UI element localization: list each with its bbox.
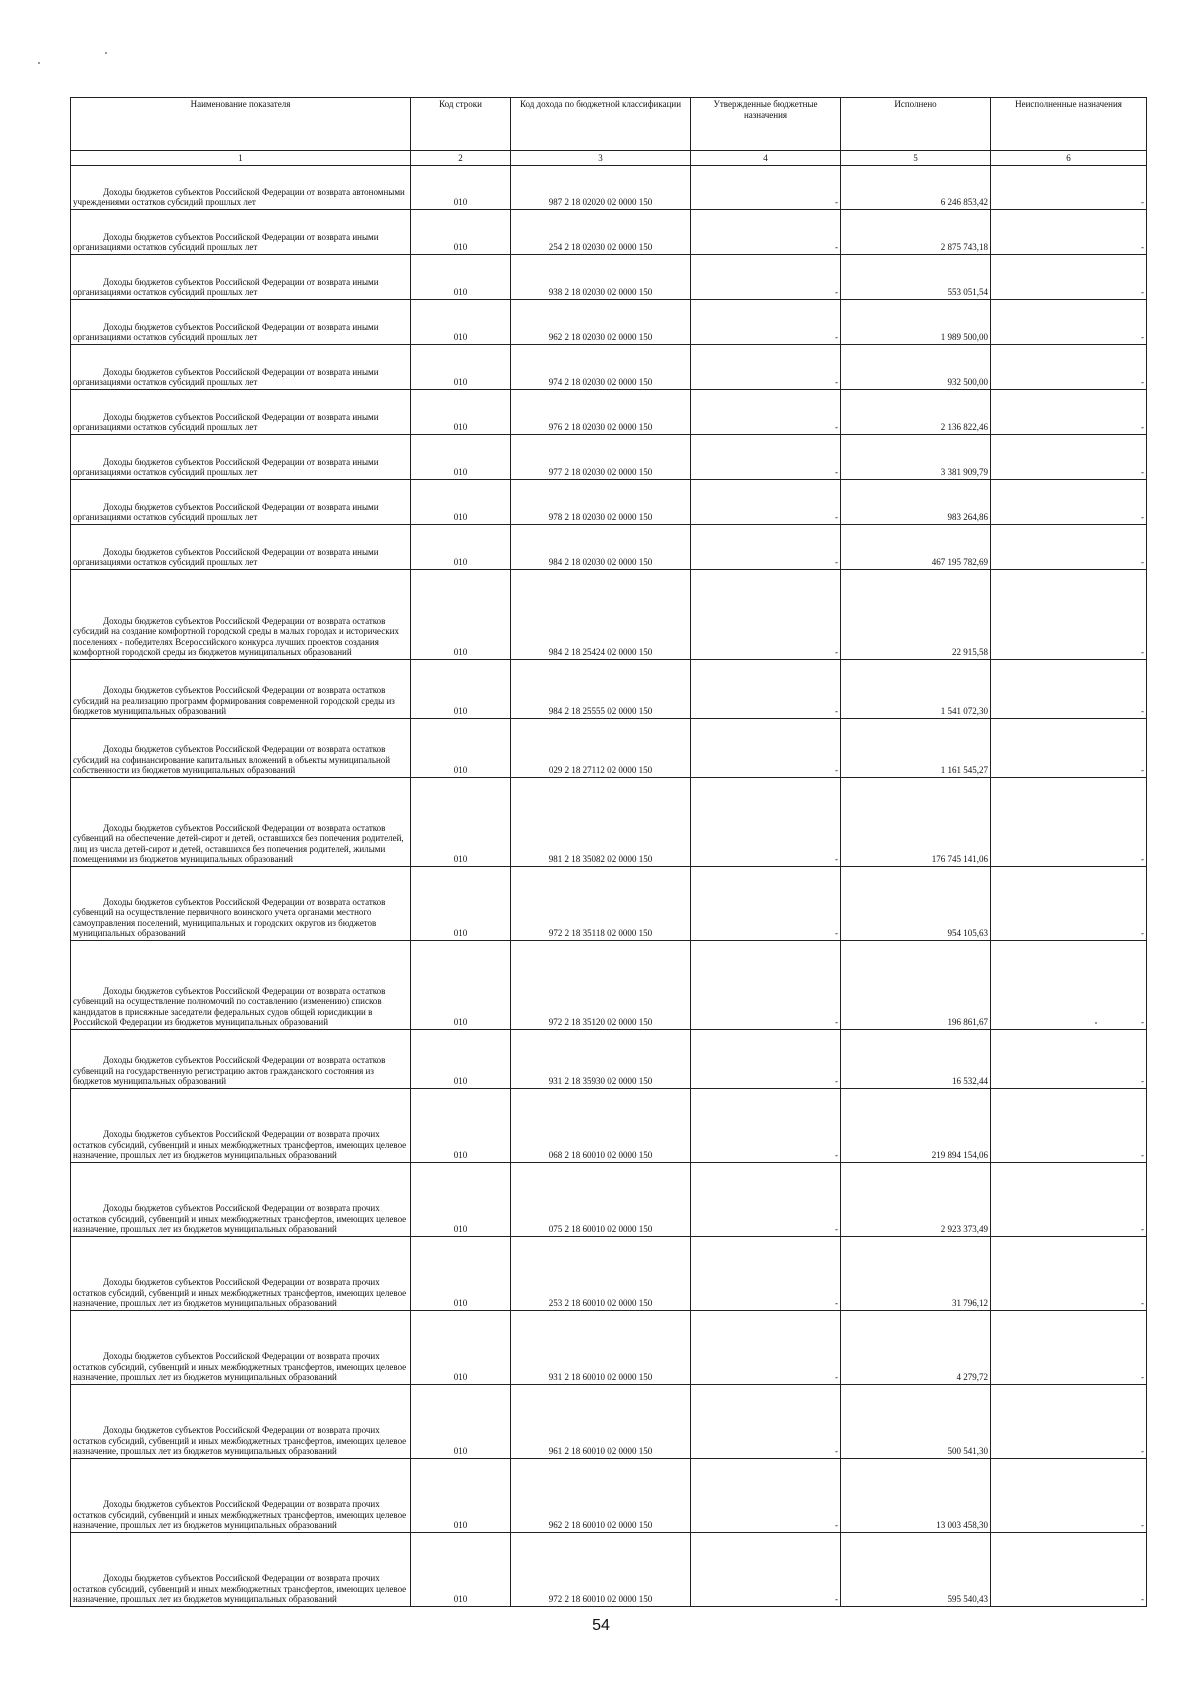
executed-amount-cell: 176 745 141,06 <box>841 778 991 867</box>
header-approved: Утвержденные бюджетные назначения <box>691 98 841 151</box>
table-row <box>71 1163 1147 1237</box>
approved-amount-cell: - <box>691 1459 841 1533</box>
row-code-cell: 010 <box>411 210 511 255</box>
indicator-name-cell: Доходы бюджетов субъектов Российской Федерации от возврата прочих остатков субсидий, субвенций и иных межбюджетных трансфертов, имеющих целевое назначение, прошлых лет из бюджетов муниципальных образований <box>71 1237 411 1311</box>
table-row <box>71 719 1147 778</box>
header-executed: Исполнено <box>841 98 991 151</box>
indicator-name-cell: Доходы бюджетов субъектов Российской Федерации от возврата прочих остатков субсидий, субвенций и иных межбюджетных трансфертов, имеющих целевое назначение, прошлых лет из бюджетов муниципальных образований <box>71 1385 411 1459</box>
row-code-cell: 010 <box>411 255 511 300</box>
approved-amount-cell: - <box>691 210 841 255</box>
unexecuted-amount-cell: - <box>991 525 1147 570</box>
header-unexecuted: Неисполненные назначения <box>991 98 1147 151</box>
column-number: 3 <box>511 151 691 166</box>
row-code-cell: 010 <box>411 166 511 210</box>
table-row <box>71 166 1147 210</box>
unexecuted-amount-cell: - <box>991 345 1147 390</box>
approved-amount-cell: - <box>691 345 841 390</box>
table-row <box>71 480 1147 525</box>
unexecuted-amount-cell: - <box>991 166 1147 210</box>
table-row <box>71 570 1147 660</box>
executed-amount-cell: 553 051,54 <box>841 255 991 300</box>
table-row <box>71 255 1147 300</box>
row-code-cell: 010 <box>411 300 511 345</box>
income-code-cell: 972 2 18 35120 02 0000 150 <box>511 941 691 1030</box>
table-row <box>71 300 1147 345</box>
row-code-cell: 010 <box>411 1089 511 1163</box>
executed-amount-cell: 22 915,58 <box>841 570 991 660</box>
income-code-cell: 068 2 18 60010 02 0000 150 <box>511 1089 691 1163</box>
indicator-name-cell: Доходы бюджетов субъектов Российской Федерации от возврата остатков субвенций на осуществление первичного воинского учета органами местного самоуправления поселений, муниципальных и городских округов из бюджетов муниципальных образований <box>71 867 411 941</box>
approved-amount-cell: - <box>691 719 841 778</box>
row-code-cell: 010 <box>411 1030 511 1089</box>
column-number: 4 <box>691 151 841 166</box>
executed-amount-cell: 595 540,43 <box>841 1533 991 1607</box>
row-code-cell: 010 <box>411 1237 511 1311</box>
table-row <box>71 778 1147 867</box>
executed-amount-cell: 6 246 853,42 <box>841 166 991 210</box>
row-code-cell: 010 <box>411 778 511 867</box>
indicator-name-cell: Доходы бюджетов субъектов Российской Федерации от возврата прочих остатков субсидий, субвенций и иных межбюджетных трансфертов, имеющих целевое назначение, прошлых лет из бюджетов муниципальных образований <box>71 1459 411 1533</box>
table-row <box>71 941 1147 1030</box>
income-code-cell: 976 2 18 02030 02 0000 150 <box>511 390 691 435</box>
indicator-name-cell: Доходы бюджетов субъектов Российской Федерации от возврата остатков субвенций на обеспечение детей-сирот и детей, оставшихся без попечения родителей, лиц из числа детей-сирот и детей, оставшихся без попечения родителей, жилыми помещениями из бюджетов муниципальных образований <box>71 778 411 867</box>
row-code-cell: 010 <box>411 1311 511 1385</box>
unexecuted-amount-cell: - <box>991 210 1147 255</box>
indicator-name-cell: Доходы бюджетов субъектов Российской Федерации от возврата прочих остатков субсидий, субвенций и иных межбюджетных трансфертов, имеющих целевое назначение, прошлых лет из бюджетов муниципальных образований <box>71 1311 411 1385</box>
unexecuted-amount-cell: - <box>991 1163 1147 1237</box>
table-row <box>71 660 1147 719</box>
header-row <box>71 98 1147 151</box>
table-row <box>71 867 1147 941</box>
row-code-cell: 010 <box>411 345 511 390</box>
table-row <box>71 1533 1147 1607</box>
row-code-cell: 010 <box>411 570 511 660</box>
row-code-cell: 010 <box>411 435 511 480</box>
approved-amount-cell: - <box>691 390 841 435</box>
income-code-cell: 931 2 18 60010 02 0000 150 <box>511 1311 691 1385</box>
unexecuted-amount-cell: - <box>991 570 1147 660</box>
row-code-cell: 010 <box>411 480 511 525</box>
row-code-cell: 010 <box>411 1533 511 1607</box>
income-code-cell: 984 2 18 25424 02 0000 150 <box>511 570 691 660</box>
executed-amount-cell: 2 136 822,46 <box>841 390 991 435</box>
row-code-cell: 010 <box>411 1163 511 1237</box>
indicator-name-cell: Доходы бюджетов субъектов Российской Федерации от возврата иными организациями остатков субсидий прошлых лет <box>71 480 411 525</box>
executed-amount-cell: 196 861,67 <box>841 941 991 1030</box>
executed-amount-cell: 500 541,30 <box>841 1385 991 1459</box>
income-code-cell: 978 2 18 02030 02 0000 150 <box>511 480 691 525</box>
table-row <box>71 1030 1147 1089</box>
approved-amount-cell: - <box>691 941 841 1030</box>
approved-amount-cell: - <box>691 1089 841 1163</box>
table-row <box>71 345 1147 390</box>
unexecuted-amount-cell: - <box>991 778 1147 867</box>
indicator-name-cell: Доходы бюджетов субъектов Российской Федерации от возврата прочих остатков субсидий, субвенций и иных межбюджетных трансфертов, имеющих целевое назначение, прошлых лет из бюджетов муниципальных образований <box>71 1089 411 1163</box>
indicator-name-cell: Доходы бюджетов субъектов Российской Федерации от возврата иными организациями остатков субсидий прошлых лет <box>71 300 411 345</box>
unexecuted-amount-cell: - <box>991 300 1147 345</box>
executed-amount-cell: 1 541 072,30 <box>841 660 991 719</box>
approved-amount-cell: - <box>691 166 841 210</box>
row-code-cell: 010 <box>411 867 511 941</box>
indicator-name-cell: Доходы бюджетов субъектов Российской Федерации от возврата иными организациями остатков субсидий прошлых лет <box>71 435 411 480</box>
executed-amount-cell: 2 875 743,18 <box>841 210 991 255</box>
unexecuted-amount-cell: - <box>991 941 1147 1030</box>
unexecuted-amount-cell: - <box>991 480 1147 525</box>
unexecuted-amount-cell: - <box>991 1459 1147 1533</box>
indicator-name-cell: Доходы бюджетов субъектов Российской Федерации от возврата иными организациями остатков субсидий прошлых лет <box>71 210 411 255</box>
approved-amount-cell: - <box>691 867 841 941</box>
approved-amount-cell: - <box>691 480 841 525</box>
executed-amount-cell: 467 195 782,69 <box>841 525 991 570</box>
executed-amount-cell: 1 161 545,27 <box>841 719 991 778</box>
income-code-cell: 977 2 18 02030 02 0000 150 <box>511 435 691 480</box>
executed-amount-cell: 16 532,44 <box>841 1030 991 1089</box>
indicator-name-cell: Доходы бюджетов субъектов Российской Федерации от возврата остатков субсидий на реализацию программ формирования современной городской среды из бюджетов муниципальных образований <box>71 660 411 719</box>
income-code-cell: 974 2 18 02030 02 0000 150 <box>511 345 691 390</box>
table-row <box>71 210 1147 255</box>
scan-speck <box>1095 1022 1097 1024</box>
executed-amount-cell: 954 105,63 <box>841 867 991 941</box>
header-row-code: Код строки <box>411 98 511 151</box>
approved-amount-cell: - <box>691 300 841 345</box>
unexecuted-amount-cell: - <box>991 1237 1147 1311</box>
income-code-cell: 972 2 18 35118 02 0000 150 <box>511 867 691 941</box>
indicator-name-cell: Доходы бюджетов субъектов Российской Федерации от возврата иными организациями остатков субсидий прошлых лет <box>71 255 411 300</box>
unexecuted-amount-cell: - <box>991 1311 1147 1385</box>
indicator-name-cell: Доходы бюджетов субъектов Российской Федерации от возврата иными организациями остатков субсидий прошлых лет <box>71 525 411 570</box>
income-code-cell: 962 2 18 02030 02 0000 150 <box>511 300 691 345</box>
unexecuted-amount-cell: - <box>991 435 1147 480</box>
income-code-cell: 972 2 18 60010 02 0000 150 <box>511 1533 691 1607</box>
indicator-name-cell: Доходы бюджетов субъектов Российской Федерации от возврата остатков субвенций на государственную регистрацию актов гражданского состояния из бюджетов муниципальных образований <box>71 1030 411 1089</box>
column-number-row <box>71 151 1147 166</box>
income-code-cell: 981 2 18 35082 02 0000 150 <box>511 778 691 867</box>
executed-amount-cell: 932 500,00 <box>841 345 991 390</box>
executed-amount-cell: 983 264,86 <box>841 480 991 525</box>
executed-amount-cell: 2 923 373,49 <box>841 1163 991 1237</box>
column-number: 1 <box>71 151 411 166</box>
approved-amount-cell: - <box>691 660 841 719</box>
page-number: 54 <box>592 1617 610 1634</box>
approved-amount-cell: - <box>691 570 841 660</box>
income-code-cell: 938 2 18 02030 02 0000 150 <box>511 255 691 300</box>
indicator-name-cell: Доходы бюджетов субъектов Российской Федерации от возврата прочих остатков субсидий, субвенций и иных межбюджетных трансфертов, имеющих целевое назначение, прошлых лет из бюджетов муниципальных образований <box>71 1533 411 1607</box>
indicator-name-cell: Доходы бюджетов субъектов Российской Федерации от возврата иными организациями остатков субсидий прошлых лет <box>71 345 411 390</box>
row-code-cell: 010 <box>411 1459 511 1533</box>
unexecuted-amount-cell: - <box>991 1533 1147 1607</box>
indicator-name-cell: Доходы бюджетов субъектов Российской Федерации от возврата остатков субсидий на создание комфортной городской среды в малых городах и исторических поселениях - победителях Всероссийского конкурса лучших проектов создания комфортной городской среды из бюджетов муниципальных образований <box>71 570 411 660</box>
header-name: Наименование показателя <box>71 98 411 151</box>
income-code-cell: 254 2 18 02030 02 0000 150 <box>511 210 691 255</box>
approved-amount-cell: - <box>691 1237 841 1311</box>
row-code-cell: 010 <box>411 719 511 778</box>
table-row <box>71 525 1147 570</box>
executed-amount-cell: 31 796,12 <box>841 1237 991 1311</box>
executed-amount-cell: 1 989 500,00 <box>841 300 991 345</box>
approved-amount-cell: - <box>691 1030 841 1089</box>
income-code-cell: 029 2 18 27112 02 0000 150 <box>511 719 691 778</box>
table-row <box>71 435 1147 480</box>
income-code-cell: 253 2 18 60010 02 0000 150 <box>511 1237 691 1311</box>
indicator-name-cell: Доходы бюджетов субъектов Российской Федерации от возврата остатков субсидий на софинансирование капитальных вложений в объекты муниципальной собственности из бюджетов муниципальных образований <box>71 719 411 778</box>
indicator-name-cell: Доходы бюджетов субъектов Российской Федерации от возврата иными организациями остатков субсидий прошлых лет <box>71 390 411 435</box>
column-number: 6 <box>991 151 1147 166</box>
row-code-cell: 010 <box>411 390 511 435</box>
income-code-cell: 931 2 18 35930 02 0000 150 <box>511 1030 691 1089</box>
income-code-cell: 987 2 18 02020 02 0000 150 <box>511 166 691 210</box>
row-code-cell: 010 <box>411 525 511 570</box>
table-row <box>71 390 1147 435</box>
column-number: 2 <box>411 151 511 166</box>
table-row <box>71 1459 1147 1533</box>
budget-report-table <box>70 97 1147 1607</box>
unexecuted-amount-cell: - <box>991 390 1147 435</box>
indicator-name-cell: Доходы бюджетов субъектов Российской Федерации от возврата прочих остатков субсидий, субвенций и иных межбюджетных трансфертов, имеющих целевое назначение, прошлых лет из бюджетов муниципальных образований <box>71 1163 411 1237</box>
executed-amount-cell: 13 003 458,30 <box>841 1459 991 1533</box>
indicator-name-cell: Доходы бюджетов субъектов Российской Федерации от возврата автономными учреждениями остатков субсидий прошлых лет <box>71 166 411 210</box>
column-number: 5 <box>841 151 991 166</box>
approved-amount-cell: - <box>691 778 841 867</box>
unexecuted-amount-cell: - <box>991 1385 1147 1459</box>
unexecuted-amount-cell: - <box>991 1030 1147 1089</box>
income-code-cell: 984 2 18 02030 02 0000 150 <box>511 525 691 570</box>
approved-amount-cell: - <box>691 1311 841 1385</box>
table-row <box>71 1089 1147 1163</box>
unexecuted-amount-cell: - <box>991 255 1147 300</box>
income-code-cell: 961 2 18 60010 02 0000 150 <box>511 1385 691 1459</box>
scan-speck <box>105 52 107 54</box>
unexecuted-amount-cell: - <box>991 719 1147 778</box>
approved-amount-cell: - <box>691 435 841 480</box>
executed-amount-cell: 3 381 909,79 <box>841 435 991 480</box>
income-code-cell: 075 2 18 60010 02 0000 150 <box>511 1163 691 1237</box>
unexecuted-amount-cell: - <box>991 1089 1147 1163</box>
header-income-code: Код дохода по бюджетной классификации <box>511 98 691 151</box>
executed-amount-cell: 219 894 154,06 <box>841 1089 991 1163</box>
approved-amount-cell: - <box>691 1385 841 1459</box>
approved-amount-cell: - <box>691 1163 841 1237</box>
table-row <box>71 1237 1147 1311</box>
scan-speck <box>38 62 40 64</box>
approved-amount-cell: - <box>691 255 841 300</box>
approved-amount-cell: - <box>691 525 841 570</box>
table-row <box>71 1311 1147 1385</box>
income-code-cell: 962 2 18 60010 02 0000 150 <box>511 1459 691 1533</box>
executed-amount-cell: 4 279,72 <box>841 1311 991 1385</box>
approved-amount-cell: - <box>691 1533 841 1607</box>
indicator-name-cell: Доходы бюджетов субъектов Российской Федерации от возврата остатков субвенций на осуществление полномочий по составлению (изменению) списков кандидатов в присяжные заседатели федеральных судов общей юрисдикции в Российской Федерации из бюджетов муниципальных образований <box>71 941 411 1030</box>
row-code-cell: 010 <box>411 660 511 719</box>
unexecuted-amount-cell: - <box>991 867 1147 941</box>
row-code-cell: 010 <box>411 941 511 1030</box>
row-code-cell: 010 <box>411 1385 511 1459</box>
unexecuted-amount-cell: - <box>991 660 1147 719</box>
income-code-cell: 984 2 18 25555 02 0000 150 <box>511 660 691 719</box>
table-row <box>71 1385 1147 1459</box>
